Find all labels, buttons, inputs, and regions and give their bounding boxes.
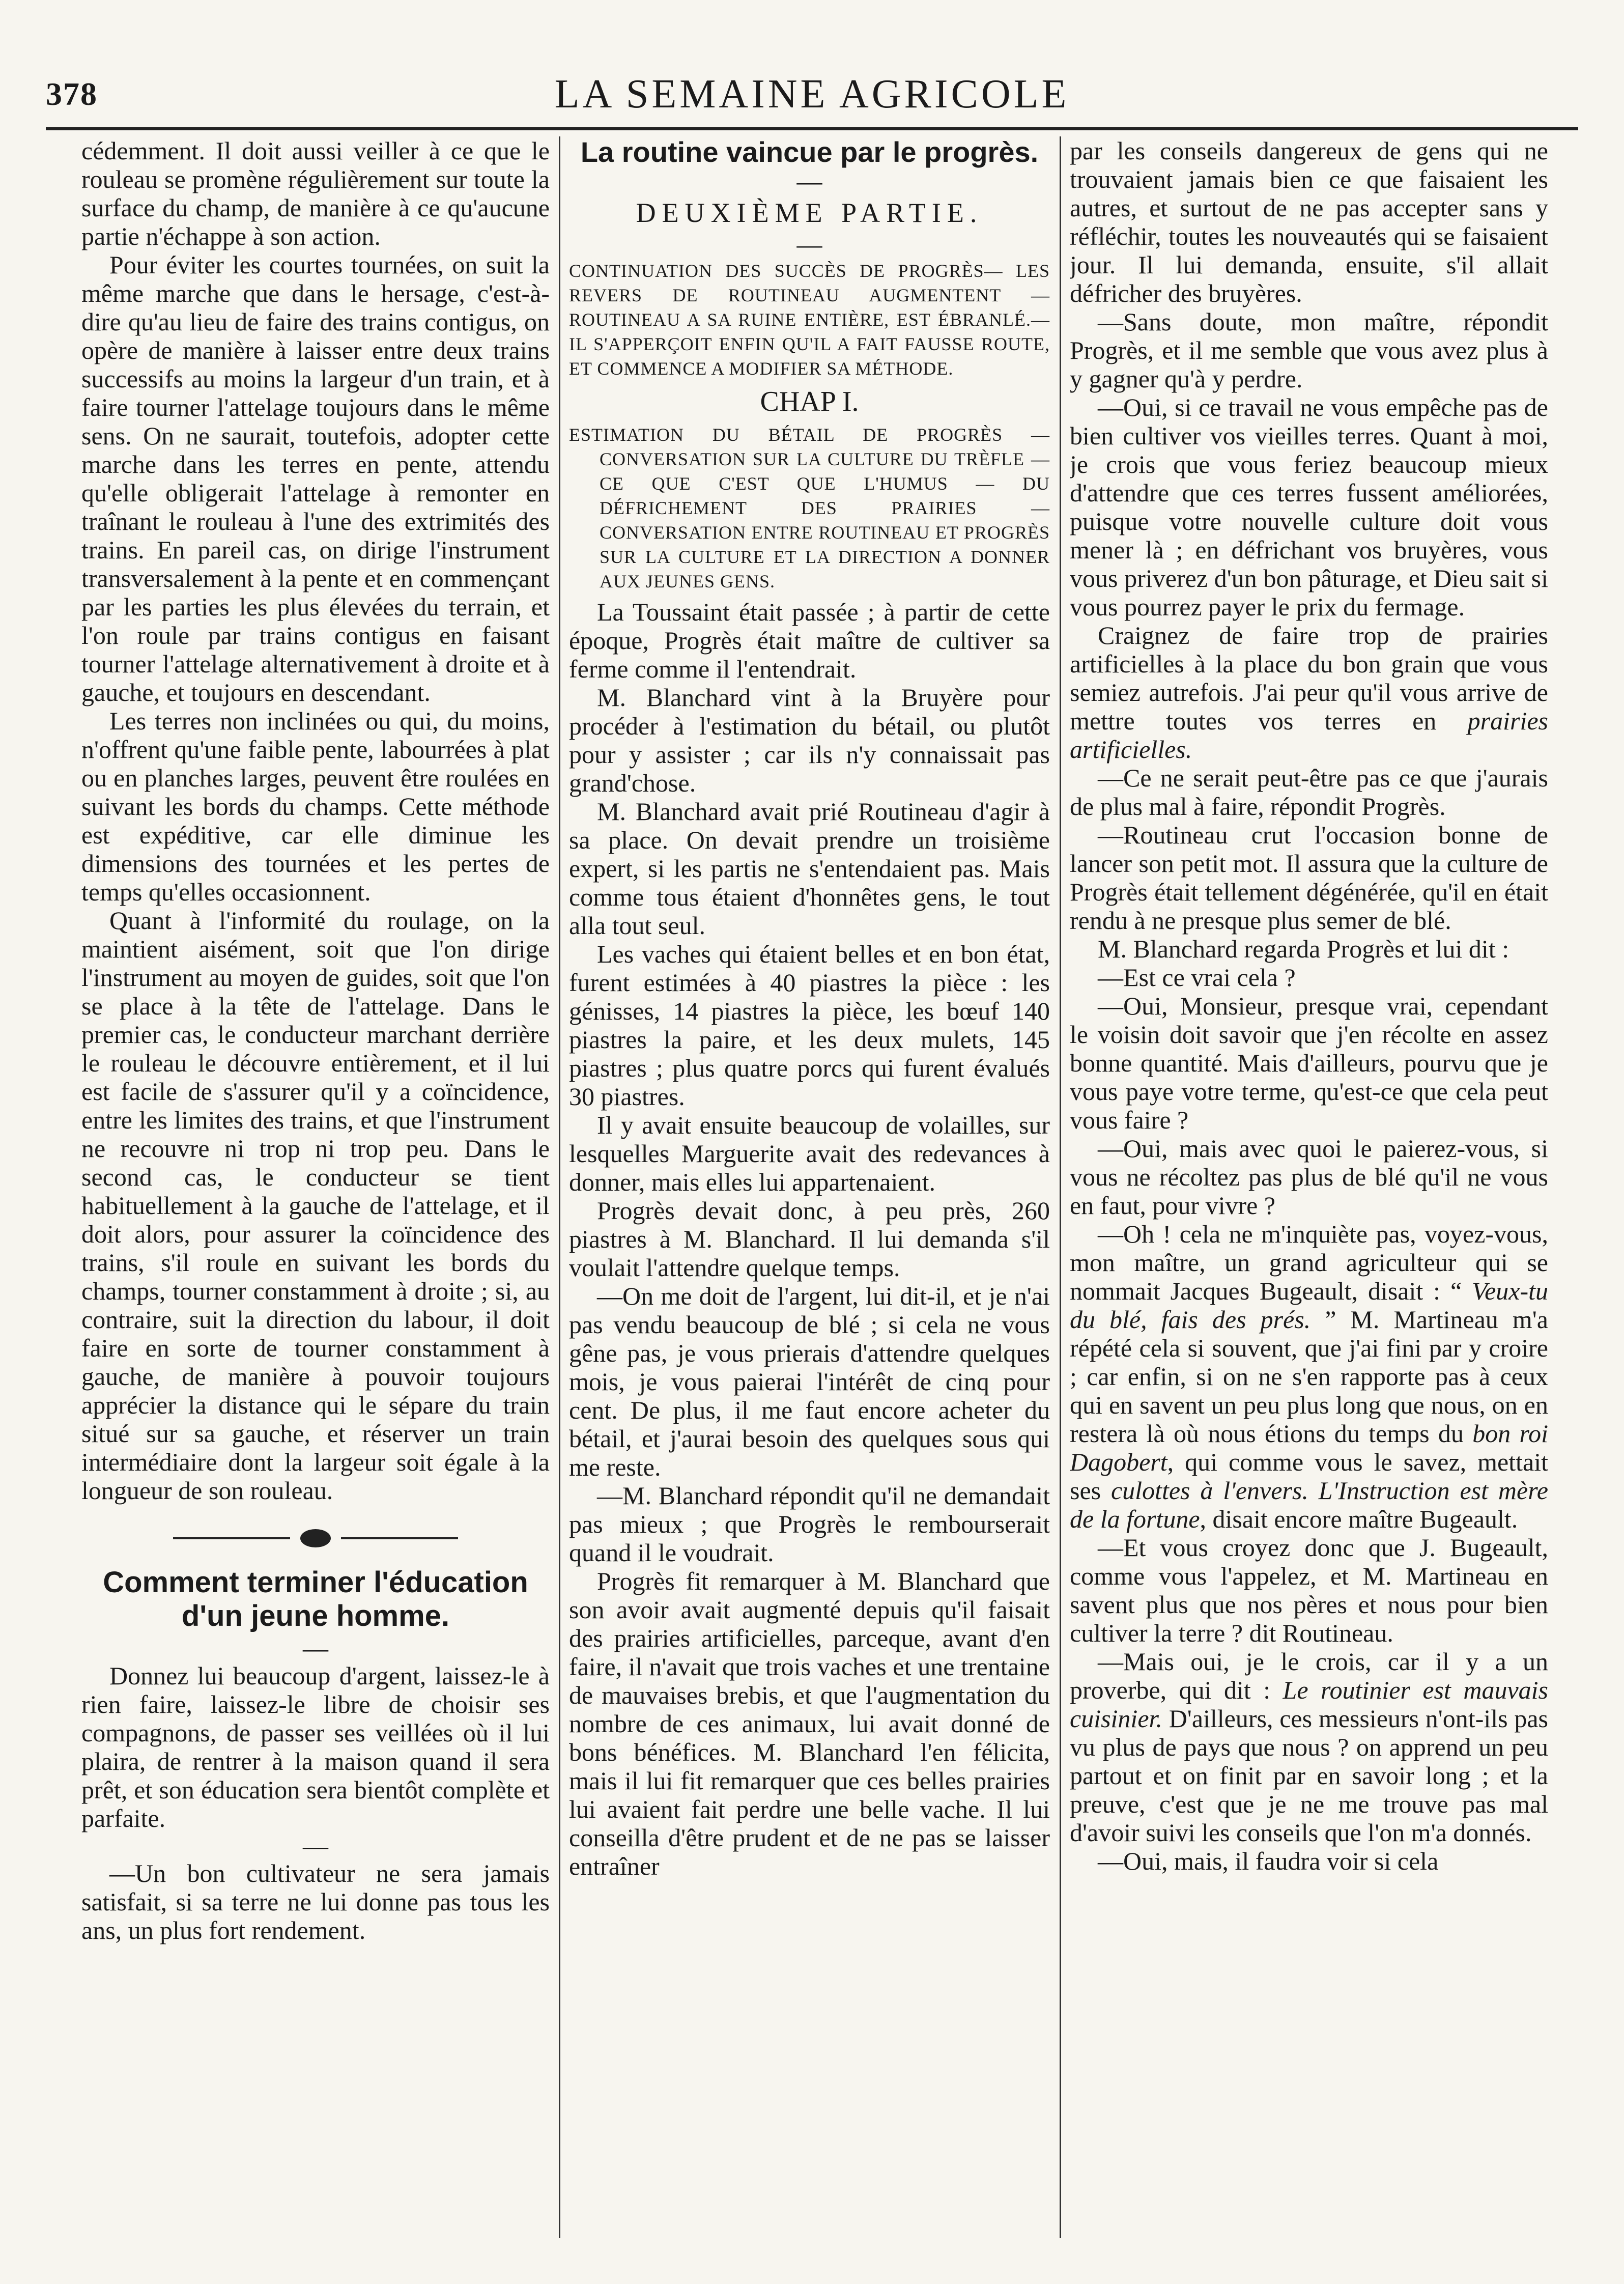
title-dash: — — [796, 167, 822, 195]
text-run: D'ailleurs, ces messieurs n'ont-ils pas vu plus de pays que nous ? on apprend un peu partout et on finit par en savoir long ; et la preuve, c'est que je ne me trouve pas mal d'avoir suivi les conseils que l'on m'a donnés. — [1070, 1704, 1548, 1847]
text-run: —Oh ! cela ne m'inquiète pas, voyez-vous, mon maître, un grand agriculteur qui se nommait Jacques Bugeault, disait : “ — [1070, 1220, 1548, 1305]
page-header — [46, 71, 1578, 127]
text-run: , disait encore maître Bugeault. — [1200, 1505, 1518, 1533]
paragraph: —Est ce vrai cela ? — [1098, 963, 1296, 992]
ornament-line-right — [341, 1537, 458, 1539]
article-title-education: Comment terminer l'éducation d'un jeune homme. — [103, 1566, 528, 1632]
paragraph: —Oui, mais, il faudra voir si cela — [1098, 1847, 1439, 1875]
paragraph: Les terres non inclinées ou qui, du moins, n'offrent qu'une faible pente, labourrées à plat ou en planches larges, peuvent être roulées en suivant les bords du champs. Cette méthode est expéditive, car elle diminue les dimensions des tournées et les pertes de temps qu'elles occasionnent. — [81, 707, 550, 906]
ornament-line-left — [173, 1537, 290, 1539]
section-ornament — [81, 1525, 550, 1550]
title-dash: — — [303, 1634, 328, 1662]
paragraph: cédemment. Il doit aussi veiller à ce que le rouleau se promène régulièrement sur toute la surface du champ, de manière à ce qu'aucune partie n'échappe à son action. — [81, 136, 550, 250]
italic-run: bon roi Dagobert — [1070, 1419, 1548, 1476]
column-1 — [81, 136, 550, 2208]
part-dash: — — [796, 230, 822, 259]
header-rule — [46, 127, 1578, 130]
paragraph: —Oui, si ce travail ne vous empêche pas de bien cultiver vos vieilles terres. Quant à moi, je crois que vous feriez beaucoup mieux d'attendre que ces terres fussent améliorées, puisque votre nouvelle culture doit vous mener là ; en défrichant vos bruyères, vous vous priverez d'un bon pâturage, et Dieu sait si vous pourrez payer le prix du fermage. — [1070, 393, 1548, 621]
paragraph: —Routineau crut l'occasion bonne de lancer son petit mot. Il assura que la culture de Progrès était tellement dégénérée, qu'il en était rendu à ne presque plus semer de blé. — [1070, 821, 1548, 935]
paragraph: M. Blanchard regarda Progrès et lui dit : — [1098, 935, 1509, 963]
italic-run: prairies artificielles. — [1070, 707, 1548, 764]
paragraph: Il y avait ensuite beaucoup de volailles, sur lesquelles Marguerite avait des redevances à donner, mais elles lui appartenaient. — [569, 1111, 1050, 1196]
part-heading: DEUXIÈME PARTIE. — [636, 198, 983, 228]
paragraph: Progrès fit remarquer à M. Blanchard que son avoir avait augmenté depuis qu'il faisait des prairies artificielles, parceque, avant d'en faire, il n'avait que trois vaches et une trentaine de mauvaises brebis, et que l'augmentation du nombre de ces animaux, lui avait donné de bons bénéfices. M. Blanchard l'en félicita, mais il lui fit remarquer que ces belles prairies lui avaient fait perdre une belle vache. Il lui conseilla d'être prudent et de ne pas se laisser entraîner — [569, 1567, 1050, 1880]
paragraph: —Sans doute, mon maître, répondit Progrès, et il me semble que vous avez plus à y gagner qu'à y perdre. — [1070, 307, 1548, 393]
paragraph: —M. Blanchard répondit qu'il ne demandait pas mieux ; que Progrès le rembourserait quand il le voudrait. — [569, 1481, 1050, 1567]
article-title-routine: La routine vaincue par le progrès. — [580, 136, 1039, 168]
text-run: Craignez de faire trop de prairies artificielles à la place du bon grain que vous semiez autrefois. J'ai peur qu'il vous arrive de mettre toutes vos terres en — [1070, 621, 1548, 735]
italic-run: culottes à l'envers. L'Instruction est mère de la fortune — [1070, 1476, 1548, 1533]
paragraph: —Ce ne serait peut-être pas ce que j'aurais de plus mal à faire, répondit Progrès. — [1070, 764, 1548, 821]
paragraph: M. Blanchard vint à la Bruyère pour procéder à l'estimation du bétail, ou plutôt pour y assister ; car ils n'y connaissait pas grand'chose. — [569, 683, 1050, 797]
paragraph: —On me doit de l'argent, lui dit-il, et je n'ai pas vendu beaucoup de blé ; si cela ne vous gêne pas, je vous prierais d'attendre quelques mois, je vous paierai l'intérêt de cinq pour cent. De plus, il me faut encore acheter du bétail, et j'aurai besoin des quelques sous qui me reste. — [569, 1282, 1050, 1481]
paragraph: —Oui, mais avec quoi le paierez-vous, si vous ne récoltez pas plus de blé qu'il ne vous en faut, pour vivre ? — [1070, 1134, 1548, 1220]
paragraph: Pour éviter les courtes tournées, on suit la même marche que dans le hersage, c'est-à-dire qu'au lieu de faire des trains contigus, on opère de manière à laisser entre deux trains successifs au moins la largeur d'un train, et à faire tourner l'attelage toujours dans le même sens. On ne saurait, toutefois, adopter cette marche dans les terres en pente, attendu qu'elle obligerait l'attelage à remonter en traînant le rouleau à l'une des extrimités des trains. En pareil cas, on dirige l'instrument transversalement à la pente et en commençant par les parties les plus élevées du terrain, et l'on roule par trains contigus en faisant tourner l'attelage alternativement à droite et à gauche, et toujours en descendant. — [81, 250, 550, 707]
paragraph: par les conseils dangereux de gens qui ne trouvaient jamais bien ce que faisaient les autres, et surtout de ne pas accepter sans y réfléchir, toutes les nouveautés qui se faisaient jour. Il lui demanda, ensuite, s'il allait défricher des bruyères. — [1070, 136, 1548, 307]
paragraph — [1070, 1647, 1548, 1847]
paragraph — [1070, 1220, 1548, 1533]
journal-title: LA SEMAINE AGRICOLE — [554, 72, 1070, 117]
paragraph: —Oui, Monsieur, presque vrai, cependant le voisin doit savoir que j'en récolte en assez bonne quantité. Mais d'ailleurs, pourvu que je vous paye votre terme, qu'est-ce que cela peut vous faire ? — [1070, 992, 1548, 1134]
paragraph: La Toussaint était passée ; à partir de cette époque, Progrès était maître de cultiver sa ferme comme il l'entendrait. — [569, 598, 1050, 683]
chapter-summary: ESTIMATION DU BÉTAIL DE PROGRÈS — CONVERSATION SUR LA CULTURE DU TRÈFLE — CE QUE C'EST QUE L'HUMUS — DU DÉFRICHEMENT DES PRAIRIES — CONVERSATION ENTRE ROUTINEAU ET PROGRÈS SUR LA CULTURE ET LA DIRECTION A DONNER AUX JEUNES GENS. — [569, 425, 1050, 591]
paragraph: —Un bon cultivateur ne sera jamais satisfait, si sa terre ne lui donne pas tous les ans, un plus fort rendement. — [81, 1859, 550, 1944]
part-summary: CONTINUATION DES SUCCÈS DE PROGRÈS— LES REVERS DE ROUTINEAU AUGMENTENT — ROUTINEAU A SA RUINE ENTIÈRE, EST ÉBRANLÉ.—IL S'APPERÇOIT ENFIN QU'IL A FAIT FAUSSE ROUTE, ET COMMENCE A MODIFIER SA MÉTHODE. — [569, 261, 1050, 379]
column-rule-1 — [559, 136, 560, 2238]
paragraph: Donnez lui beaucoup d'argent, laissez-le à rien faire, laissez-le libre de choisir ses compagnons, de passer ses veillées où il lui plaira, de rentrer à la maison quand il sera prêt, et son éducation sera bientôt complète et parfaite. — [81, 1661, 550, 1832]
paragraph: M. Blanchard avait prié Routineau d'agir à sa place. On devait prendre un troisième expert, si les partis ne s'entendaient pas. Mais comme tous étaient d'honnêtes gens, le tout alla tout seul. — [569, 797, 1050, 940]
paragraph: Les vaches qui étaient belles et en bon état, furent estimées à 40 piastres la pièce : les génisses, 14 piastres la pièce, les bœuf 140 piastres la paire, et les deux mulets, 145 piastres ; plus quatre porcs qui furent évalués 30 piastres. — [569, 940, 1050, 1111]
text-run: —Mais oui, je le crois, car il y a un proverbe, qui dit : — [1070, 1647, 1548, 1704]
separator-dash: — — [303, 1831, 328, 1860]
column-2 — [569, 136, 1050, 2208]
italic-run: Veux-tu du blé, fais des prés. — [1070, 1277, 1548, 1334]
paragraph: Quant à l'informité du roulage, on la maintient aisément, soit que l'on dirige l'instrument au moyen de guides, soit que l'on se place à la tête de l'attelage. Dans le premier cas, le conducteur marchant derrière le rouleau le découvre entièrement, et il lui est facile de s'assurer qu'il y a coïncidence, entre les limites des trains, et que l'instrument ne recouvre ni trop ni trop peu. Dans le second cas, le conducteur se tient habituellement à la gauche de l'attelage, et il doit alors, pour assurer la coïncidence des trains, s'il roule en suivant les bords du champs, tourner constamment à droite ; si, au contraire, suit la direction du labour, il doit faire en sorte de tourner constamment à gauche, de manière à pouvoir toujours apprécier la distance qui le sépare du train situé sur sa gauche, et réserver un train intermédiaire dont la largeur soit égale à la longueur de son rouleau. — [81, 906, 550, 1505]
column-rule-2 — [1060, 136, 1061, 2238]
chapter-heading: CHAP I. — [760, 386, 859, 417]
text-run: , qui comme vous le savez, mettait ses — [1070, 1448, 1548, 1505]
page-number: 378 — [46, 76, 98, 112]
ornament-dot — [300, 1529, 331, 1547]
italic-run: Le routinier est mauvais cuisinier. — [1070, 1676, 1548, 1733]
column-3 — [1070, 136, 1548, 2208]
paragraph — [1070, 621, 1548, 764]
text-run: ” M. Martineau m'a répété cela si souvent, que j'ai fini par y croire ; car enfin, si on ne s'en rapporte pas à ceux qui en savent un peu plus long que nous, on en restera là où nous étions du temps du — [1070, 1305, 1548, 1448]
paragraph: —Et vous croyez donc que J. Bugeault, comme vous l'appelez, et M. Martineau en savent plus que nos pères et nous pour bien cultiver la terre ? dit Routineau. — [1070, 1533, 1548, 1647]
paragraph: Progrès devait donc, à peu près, 260 piastres à M. Blanchard. Il lui demanda s'il voulait l'attendre quelque temps. — [569, 1196, 1050, 1282]
